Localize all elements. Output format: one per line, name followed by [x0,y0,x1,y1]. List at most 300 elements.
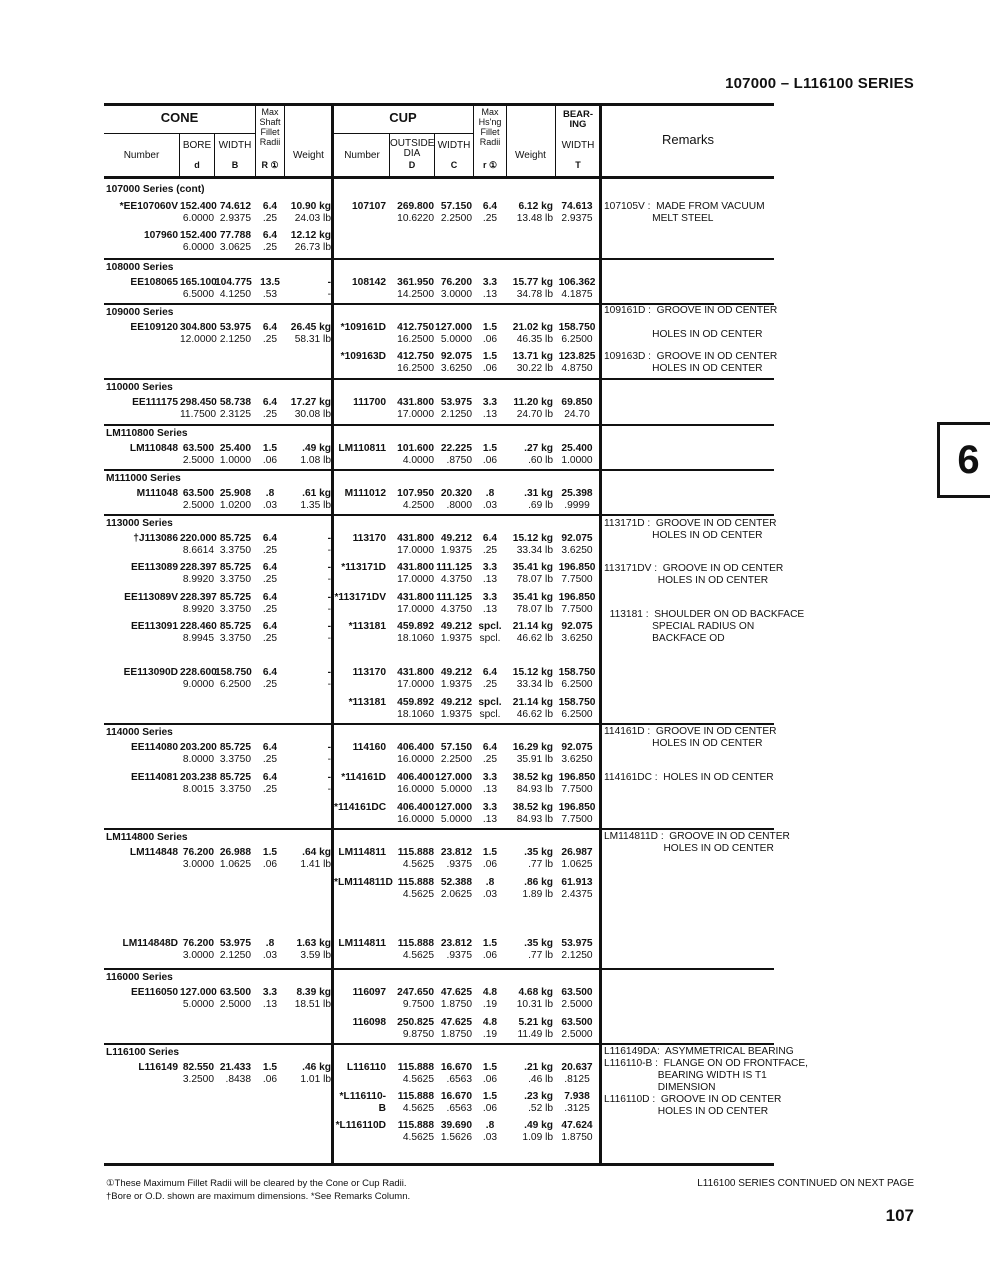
cell-cr [256,1062,284,1086]
metric-value: 1.5 [482,351,498,362]
metric-value: 152.400 [180,230,217,241]
imperial-value: 9.0000 [182,679,214,690]
cell-bore [180,772,217,796]
imperial-value: 46.62 lb [516,633,553,644]
imperial-value: .25 [482,213,498,224]
cell-cup [334,397,386,409]
metric-value: 361.950 [397,277,434,288]
metric-value: 6.4 [482,201,498,212]
metric-value: 298.450 [180,397,217,408]
section-tab [937,422,990,498]
metric-value: - [327,562,331,573]
bearing-width-header: WIDTH [561,140,595,151]
metric-value: 53.975 [219,322,251,333]
cell-cup [334,1120,386,1132]
imperial-value: 11.7500 [180,409,217,420]
imperial-value: 17.0000 [397,545,434,556]
metric-value: 6.12 kg [518,201,553,212]
imperial-value: 34.78 lb [516,289,553,300]
cell-bw [556,201,598,225]
cell-ur [474,488,506,512]
imperial-value: 24.03 lb [294,213,331,224]
cell-cwt [285,201,331,225]
metric-value: 16.29 kg [512,742,553,753]
cell-bore [180,277,217,301]
imperial-value: 2.2500 [440,213,472,224]
part-number: *109161D [340,322,386,333]
imperial-value: .06 [482,1103,498,1114]
imperial-value: 9.8750 [402,1029,434,1040]
cell-bore [180,201,217,225]
series-label: 116000 Series [106,972,173,983]
metric-value: .46 kg [302,1062,331,1073]
metric-value: 3.3 [482,397,498,408]
imperial-value: .9999 [564,500,590,511]
cell-cup [334,987,386,999]
metric-value: .8 [485,877,495,888]
cell-cup [334,277,386,289]
cell-od [391,1017,434,1041]
imperial-value: .25 [262,545,278,556]
metric-value: 76.200 [182,938,214,949]
cell-uwt [507,697,553,721]
hdr-col-divider [179,133,180,176]
metric-value: 15.12 kg [512,533,553,544]
imperial-value: .06 [482,1074,498,1085]
cell-od [391,562,434,586]
metric-value: 21.14 kg [512,621,553,632]
table-row [104,201,924,230]
imperial-value: 11.49 lb [517,1029,553,1040]
imperial-value: .03 [262,950,278,961]
metric-value: .21 kg [524,1062,553,1073]
cup-width-header: WIDTH [437,140,471,151]
metric-value: 6.4 [262,621,278,632]
metric-value: .8 [485,1120,495,1131]
cell-ur [474,1017,506,1041]
table-row [104,877,924,906]
metric-value: 111.125 [436,592,472,603]
imperial-value: .25 [262,242,278,253]
metric-value: 228.397 [180,562,217,573]
metric-value: 15.12 kg [512,667,553,678]
footnote-bore: †Bore or O.D. shown are maximum dimensions. *See Remarks Column. [106,1191,411,1202]
part-number: 116098 [352,1017,386,1028]
imperial-value: .25 [262,574,278,585]
cell-cup [334,322,386,334]
cell-bw [556,277,598,301]
imperial-value: .03 [482,889,498,900]
metric-value: 92.075 [440,351,472,362]
part-number: *LM114811D [334,877,393,888]
metric-value: 3.3 [262,987,278,998]
imperial-value: .06 [482,363,498,374]
cell-cwt [285,938,331,962]
imperial-value: 24.70 [564,409,590,420]
metric-value: 38.52 kg [512,802,553,813]
metric-value: .49 kg [524,1120,553,1131]
cell-cone [104,592,178,604]
cell-uwt [507,667,553,691]
cell-bore [180,443,214,467]
imperial-value: 7.7500 [561,784,593,795]
metric-value: 304.800 [180,322,217,333]
part-number: *EE107060V [119,201,178,212]
metric-value: - [327,592,331,603]
cell-od [391,443,434,467]
imperial-value: 1.35 lb [300,500,331,511]
hdr-col-divider [389,133,390,176]
metric-value: 412.750 [397,351,434,362]
remark-note: 113171DV : GROOVE IN OD CENTER HOLES IN OD CENTER [604,563,784,586]
imperial-value: .13 [482,574,498,585]
cell-od [391,877,434,901]
imperial-value: .06 [262,859,278,870]
cell-ur [474,697,506,721]
metric-value: 127.000 [435,322,472,333]
metric-value: 20.320 [440,488,472,499]
imperial-value: 13.48 lb [516,213,553,224]
metric-value: 5.21 kg [518,1017,553,1028]
imperial-value: - [327,545,331,556]
imperial-value: 4.5625 [402,1103,434,1114]
cell-ur [474,987,506,1011]
metric-value: 63.500 [561,1017,593,1028]
metric-value: 39.690 [440,1120,472,1131]
imperial-value: .06 [482,950,498,961]
metric-value: 1.5 [262,847,278,858]
cell-cwt [285,277,331,301]
imperial-value: .8125 [564,1074,590,1085]
imperial-value: .19 [482,999,498,1010]
cell-bw [556,322,598,346]
cell-uw [435,667,472,691]
cell-cone [104,742,178,754]
imperial-value: 1.01 lb [300,1074,331,1085]
metric-value: 6.4 [262,533,278,544]
imperial-value: 33.34 lb [516,545,553,556]
remark-note: LM114811D : GROOVE IN OD CENTER HOLES IN OD CENTER [604,831,790,854]
imperial-value: .25 [262,213,278,224]
imperial-value: 17.0000 [397,679,434,690]
imperial-value: 16.2500 [397,334,434,345]
cell-cr [256,322,284,346]
cell-cup [334,443,386,455]
metric-value: 38.52 kg [512,772,553,783]
imperial-value: 4.0000 [402,455,434,466]
cell-bw [556,1120,598,1144]
table-row [104,802,924,831]
cell-bw [556,772,598,796]
cell-bw [556,592,598,616]
metric-value: 57.150 [440,201,472,212]
cell-ur [474,742,506,766]
cell-cwt [285,1062,331,1086]
cell-ur [474,667,506,691]
part-number: EE113089 [130,562,178,573]
imperial-value: 1.0625 [219,859,251,870]
cell-bw [556,697,598,721]
imperial-value: .03 [262,500,278,511]
imperial-value: .3125 [564,1103,590,1114]
imperial-value: spcl. [479,633,501,644]
cell-uwt [507,1120,553,1144]
cell-cw [215,322,251,346]
cell-bore [180,488,214,512]
cell-ur [474,397,506,421]
part-number: *109163D [340,351,386,362]
metric-value: 6.4 [262,397,278,408]
hdr-col-divider [434,133,435,176]
cell-od [391,847,434,871]
imperial-value: 5.0000 [440,784,472,795]
imperial-value: 1.09 lb [522,1132,553,1143]
cell-uwt [507,877,553,901]
metric-value: 76.200 [440,277,472,288]
cell-cwt [285,621,331,645]
imperial-value: .8750 [446,455,472,466]
metric-value: 1.5 [482,322,498,333]
metric-value: 49.212 [440,621,472,632]
imperial-value: 18.51 lb [294,999,331,1010]
imperial-value: 1.0000 [561,455,593,466]
metric-value: 63.500 [182,443,214,454]
part-number: *L116110-B [339,1091,386,1114]
imperial-value: 2.9375 [219,213,251,224]
part-number: 111700 [353,397,386,408]
footnote-fillet: ①These Maximum Fillet Radii will be cleared by the Cone or Cup Radii. [106,1178,407,1189]
bearing-width-symbol: T [575,160,581,170]
max-hsng-fillet-header: Max Hs'ng Fillet Radii [478,107,502,147]
imperial-value: 1.5626 [440,1132,472,1143]
metric-value: 61.913 [561,877,593,888]
imperial-value: 3.6250 [561,545,593,556]
series-label: LM114800 Series [106,832,188,843]
cell-cw [215,621,251,645]
metric-value: 47.625 [440,987,472,998]
metric-value: 1.63 kg [296,938,331,949]
imperial-value: .13 [482,784,498,795]
metric-value: 26.988 [219,847,251,858]
cell-cone [104,621,178,633]
imperial-value: .25 [482,754,498,765]
cell-bore [180,397,217,421]
metric-value: 412.750 [397,322,434,333]
metric-value: 431.800 [397,592,434,603]
cell-od [391,772,434,796]
metric-value: 85.725 [219,533,251,544]
metric-value: 16.670 [440,1091,472,1102]
metric-value: - [327,742,331,753]
header-bottom-rule [104,176,774,179]
cell-bore [180,742,217,766]
imperial-value: 1.9375 [440,679,472,690]
series-label: LM110800 Series [106,428,188,439]
metric-value: 3.3 [482,772,498,783]
metric-value: 23.812 [440,847,472,858]
imperial-value: 2.9375 [561,213,593,224]
cell-uwt [507,1017,553,1041]
part-number: L116110 [346,1062,386,1073]
hdr-col-divider [555,103,556,176]
series-label: 110000 Series [106,382,173,393]
cell-cup [334,1017,386,1029]
metric-value: 459.892 [397,697,434,708]
cell-uwt [507,621,553,645]
remark-note: 114161D : GROOVE IN OD CENTER HOLES IN OD CENTER [604,726,777,749]
cell-od [391,488,434,512]
metric-value: .35 kg [524,938,553,949]
metric-value: 7.938 [564,1091,590,1102]
cell-cr [256,230,284,254]
imperial-value: 12.0000 [180,334,217,345]
cell-uw [435,397,472,421]
imperial-value: 16.0000 [397,754,434,765]
metric-value: 406.400 [397,772,434,783]
metric-value: 35.41 kg [512,562,553,573]
cell-uwt [507,562,553,586]
cell-cw [215,938,251,962]
cell-cw [215,443,251,467]
cell-cone [104,667,178,679]
cell-cw [215,1062,251,1086]
cell-od [391,987,434,1011]
part-number: 108142 [352,277,386,288]
cell-ur [474,201,506,225]
cell-cwt [285,772,331,796]
imperial-value: 1.89 lb [522,889,553,900]
imperial-value: 1.9375 [440,545,472,556]
cell-cone [104,322,178,334]
imperial-value: .52 lb [528,1103,553,1114]
cell-bw [556,987,598,1011]
cell-cone [104,230,178,242]
cell-uw [435,592,472,616]
cell-cup [334,847,386,859]
cell-cup [334,772,386,784]
imperial-value: 2.2500 [440,754,472,765]
imperial-value: 9.7500 [402,999,434,1010]
metric-value: 76.200 [182,847,214,858]
cell-bore [180,562,217,586]
imperial-value: 4.3750 [440,574,472,585]
imperial-value: 6.0000 [182,213,214,224]
imperial-value: 1.8750 [440,999,472,1010]
cup-under-rule [333,133,473,134]
imperial-value: .9375 [446,950,472,961]
metric-value: 63.500 [561,987,593,998]
cell-cone [104,488,178,500]
metric-value: spcl. [478,697,502,708]
part-number: 113170 [352,533,386,544]
imperial-value: 46.62 lb [516,709,553,720]
cell-bore [180,1062,214,1086]
metric-value: 25.400 [561,443,593,454]
cell-od [391,533,434,557]
cell-cup [334,1091,386,1115]
imperial-value: 78.07 lb [516,604,553,615]
metric-value: 57.150 [440,742,472,753]
cup-width-symbol: C [450,160,458,170]
imperial-value: .13 [482,814,498,825]
metric-value: - [327,667,331,678]
imperial-value: 3.0000 [440,289,472,300]
imperial-value: 46.35 lb [516,334,553,345]
imperial-value: 16.0000 [397,784,434,795]
cell-uw [435,277,472,301]
cell-uwt [507,488,553,512]
cell-cw [215,987,251,1011]
cell-bw [556,488,598,512]
cell-cr [256,277,284,301]
imperial-value: .25 [262,679,278,690]
cell-ur [474,562,506,586]
imperial-value: 58.31 lb [294,334,331,345]
cell-bw [556,397,598,421]
cell-cw [215,230,251,254]
cell-uw [435,697,472,721]
metric-value: 49.212 [440,697,472,708]
metric-value: 3.3 [482,277,498,288]
cell-uwt [507,277,553,301]
metric-value: 152.400 [180,201,217,212]
imperial-value: 3.3750 [219,574,251,585]
cell-cwt [285,533,331,557]
metric-value: .8 [265,488,275,499]
imperial-value: 84.93 lb [516,784,553,795]
metric-value: 406.400 [397,742,434,753]
imperial-value: .25 [262,334,278,345]
part-number: *L116110D [335,1120,386,1131]
cell-cone [104,1062,178,1074]
imperial-value: 4.5625 [402,950,434,961]
cell-cup [334,802,386,814]
imperial-value: - [327,754,331,765]
metric-value: 106.362 [558,277,596,288]
imperial-value: .25 [262,409,278,420]
imperial-value: 26.73 lb [294,242,331,253]
table-bottom-rule [104,1163,774,1166]
metric-value: 107.950 [397,488,434,499]
cell-uw [435,938,472,962]
cell-uwt [507,847,553,871]
metric-value: 22.225 [440,443,472,454]
cell-cup [334,351,386,363]
series-title: 107000 – L116100 SERIES [725,75,914,92]
remark-note: 114161DC : HOLES IN OD CENTER [604,772,774,783]
part-number: EE108065 [130,277,178,288]
imperial-value: 14.2500 [397,289,434,300]
imperial-value: 33.34 lb [516,679,553,690]
cell-cw [215,397,251,421]
cell-uw [435,1091,472,1115]
part-number: M111012 [344,488,386,499]
part-number: LM114848 [129,847,178,858]
imperial-value: 2.4375 [561,889,593,900]
cell-od [391,201,434,225]
hsng-radius-symbol: r ① [482,160,498,170]
cell-cup [334,938,386,950]
cell-cr [256,742,284,766]
part-number: EE113089V [124,592,178,603]
metric-value: .64 kg [302,847,331,858]
imperial-value: 2.5000 [219,999,251,1010]
hdr-col-divider [284,103,285,176]
cell-uwt [507,201,553,225]
cell-od [391,697,434,721]
cell-uw [435,742,472,766]
metric-value: 92.075 [561,533,593,544]
